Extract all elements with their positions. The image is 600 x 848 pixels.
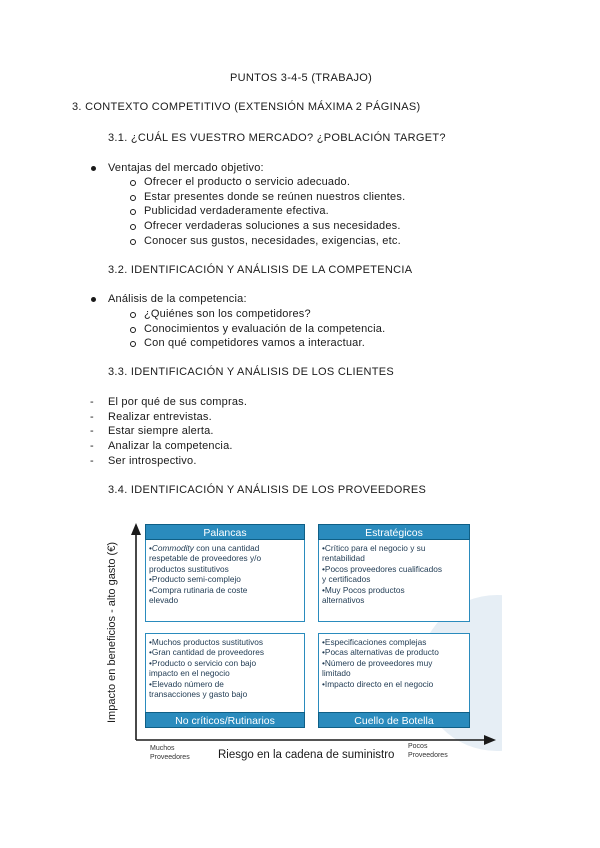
dash-icon: - xyxy=(90,455,94,467)
quadrant-line: •Gran cantidad de proveedores xyxy=(149,647,264,658)
quadrant-title-cuello-de-botella: Cuello de Botella xyxy=(318,712,470,728)
quadrant-line: impacto en el negocio xyxy=(149,668,230,679)
quadrant-line: •Muy Pocos productos xyxy=(322,584,405,595)
quadrant-text-estrategicos xyxy=(322,543,442,605)
x-axis-right-label xyxy=(408,743,448,760)
quadrant-line: •Número de proveedores muy xyxy=(322,657,433,668)
page-title: PUNTOS 3-4-5 (TRABAJO) xyxy=(230,72,373,84)
quadrant-line: limitado xyxy=(322,668,351,679)
quadrant-title-palancas: Palancas xyxy=(145,524,305,540)
quadrant-line: con una cantidad xyxy=(196,543,260,553)
circle-bullet-icon xyxy=(130,341,136,347)
circle-bullet-icon xyxy=(130,327,136,333)
circle-bullet-icon xyxy=(130,195,136,201)
quadrant-line: y certificados xyxy=(322,574,371,585)
quadrant-text-cuello-de-botella xyxy=(322,637,439,689)
supplier-matrix-figure xyxy=(102,513,502,768)
circle-bullet-icon xyxy=(130,224,136,230)
quadrant-line: •Compra rutinaria de coste xyxy=(149,584,248,595)
list-item: Con qué competidores vamos a interactuar. xyxy=(144,337,365,349)
y-axis-label: Impacto en beneficios - alto gasto (€) xyxy=(106,542,118,723)
bullet-text: Análisis de la competencia: xyxy=(108,293,247,305)
quadrant-line: productos sustitutivos xyxy=(149,563,229,574)
subsection-heading-3-4: 3.4. IDENTIFICACIÓN Y ANÁLISIS DE LOS PROVEEDORES xyxy=(108,484,427,496)
list-item: Conocer sus gustos, necesidades, exigencias, etc. xyxy=(144,235,401,247)
quadrant-text-no-criticos xyxy=(149,637,264,699)
list-item: Ofrecer el producto o servicio adecuado. xyxy=(144,176,351,188)
list-item: El por qué de sus compras. xyxy=(108,396,248,408)
list-item: Ser introspectivo. xyxy=(108,455,197,467)
bullet-icon xyxy=(91,166,96,171)
dash-icon: - xyxy=(90,425,94,437)
list-item: ¿Quiénes son los competidores? xyxy=(144,308,311,320)
list-item: Estar presentes donde se reúnen nuestros clientes. xyxy=(144,191,406,203)
x-axis-left-label xyxy=(150,745,190,762)
quadrant-line: •Producto o servicio con bajo xyxy=(149,657,257,668)
quadrant-line: •Pocas alternativas de producto xyxy=(322,647,439,658)
circle-bullet-icon xyxy=(130,209,136,215)
list-item: Analizar la competencia. xyxy=(108,440,233,452)
quadrant-line: •Especificaciones complejas xyxy=(322,637,427,647)
subsection-heading-3-1: 3.1. ¿CUÁL ES VUESTRO MERCADO? ¿POBLACIÓN TARGET? xyxy=(108,132,446,144)
list-item: Ofrecer verdaderas soluciones a sus necesidades. xyxy=(144,220,401,232)
quadrant-line: rentabilidad xyxy=(322,553,365,564)
quadrant-line: •Muchos productos sustitutivos xyxy=(149,637,264,647)
x-axis-right-line: Pocos xyxy=(408,743,428,750)
bullet-icon xyxy=(91,297,96,302)
circle-bullet-icon xyxy=(130,180,136,186)
subsection-heading-3-3: 3.3. IDENTIFICACIÓN Y ANÁLISIS DE LOS CLIENTES xyxy=(108,366,395,378)
x-axis-left-line: Proveedores xyxy=(150,753,190,761)
quadrant-text-palancas: •Commodity con una cantidad respetable de proveedores y/o productos sustitutivos •Producto semi-complejo •Compra rutinaria de coste elevado xyxy=(149,543,262,606)
dash-icon: - xyxy=(90,396,94,408)
circle-bullet-icon xyxy=(130,312,136,318)
quadrant-title-no-criticos: No críticos/Rutinarios xyxy=(145,712,305,728)
quadrant-line: transacciones y gasto bajo xyxy=(149,689,248,700)
bullet-text: Ventajas del mercado objetivo: xyxy=(108,162,264,174)
quadrant-title-estrategicos: Estratégicos xyxy=(318,524,470,540)
quadrant-line: •Crítico para el negocio y su xyxy=(322,543,426,553)
quadrant-line: •Impacto directo en el negocio xyxy=(322,678,434,689)
commodity-word: Commodity xyxy=(151,543,194,553)
x-axis-label: Riesgo en la cadena de suministro xyxy=(218,749,395,761)
section-heading: 3. CONTEXTO COMPETITIVO (EXTENSIÓN MÁXIMA 2 PÁGINAS) xyxy=(72,101,421,113)
quadrant-line: •Elevado número de xyxy=(149,678,224,689)
x-axis-right-line: Proveedores xyxy=(408,751,448,759)
x-axis-left-line: Muchos xyxy=(150,745,175,752)
dash-icon: - xyxy=(90,440,94,452)
list-item: Publicidad verdaderamente efectiva. xyxy=(144,205,329,217)
quadrant-line: •Producto semi-complejo xyxy=(149,574,241,585)
list-item: Estar siempre alerta. xyxy=(108,425,214,437)
quadrant-line: •Pocos proveedores cualificados xyxy=(322,563,443,574)
list-item: Realizar entrevistas. xyxy=(108,411,212,423)
list-item: Conocimientos y evaluación de la competencia. xyxy=(144,323,386,335)
subsection-heading-3-2: 3.2. IDENTIFICACIÓN Y ANÁLISIS DE LA COMPETENCIA xyxy=(108,264,413,276)
quadrant-line: alternativos xyxy=(322,595,365,606)
dash-icon: - xyxy=(90,411,94,423)
quadrant-line: respetable de proveedores y/o xyxy=(149,553,262,564)
quadrant-line: elevado xyxy=(149,595,179,606)
circle-bullet-icon xyxy=(130,239,136,245)
